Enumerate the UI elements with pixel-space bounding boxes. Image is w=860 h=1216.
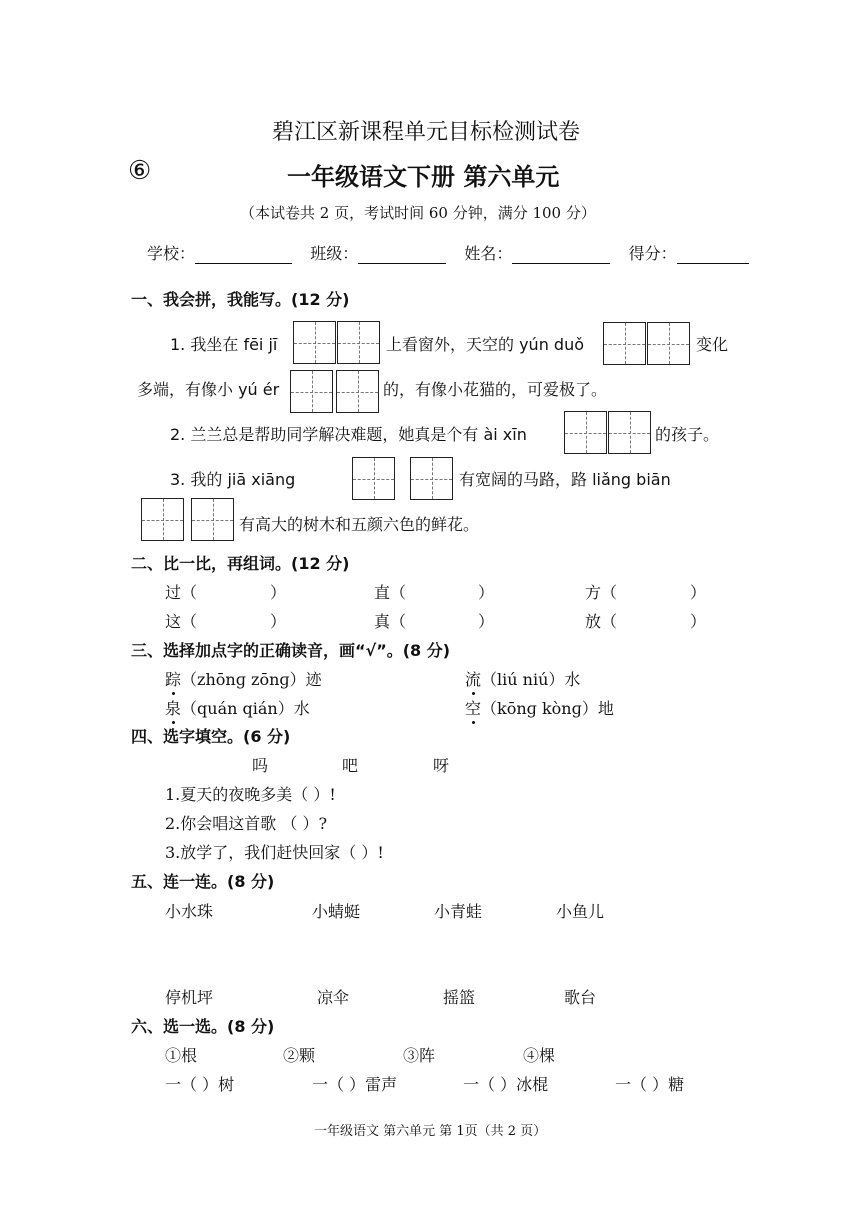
score-label: 得分：	[628, 244, 677, 263]
dotted-char: 空	[465, 696, 481, 719]
s2-cell: ）	[270, 583, 287, 602]
s2-cell: 这（	[165, 612, 198, 631]
s2-cell: 真（	[374, 612, 407, 631]
s5-top-word[interactable]: 小水珠	[165, 902, 214, 921]
s4-question[interactable]: 2.你会唱这首歌 （ ）?	[165, 814, 328, 833]
s4-option: 吧	[342, 756, 359, 775]
exam-note: （本试卷共 2 页，考试时间 60 分钟，满分 100 分）	[240, 204, 596, 222]
unit-number: ⑥	[128, 156, 152, 186]
s2-cell: ）	[270, 612, 287, 631]
writing-box[interactable]	[141, 498, 184, 541]
writing-box[interactable]	[352, 457, 395, 500]
writing-box[interactable]	[564, 411, 607, 454]
writing-box[interactable]	[293, 321, 336, 364]
s6-blank[interactable]: 一（ ）糖	[615, 1075, 685, 1094]
s3-pinyin-options[interactable]: （zhōnɡ zōnɡ）迹	[181, 670, 322, 689]
page-footer: 一年级语文 第六单元 第 1页（共 2 页）	[314, 1124, 547, 1139]
s2-cell: 方（	[585, 583, 618, 602]
section-3-heading: 三、选择加点字的正确读音，画“√”。(8 分)	[131, 641, 451, 660]
s5-top-word[interactable]: 小青蛙	[434, 902, 483, 921]
section-4-heading: 四、选字填空。(6 分)	[131, 727, 291, 746]
s2-cell: 直（	[374, 583, 407, 602]
s1-q1-text-b: 上看窗外，天空的 yún duǒ	[386, 335, 585, 354]
s2-cell: ）	[690, 612, 707, 631]
s2-cell: 过（	[165, 583, 198, 602]
student-info-row	[147, 241, 749, 264]
score-blank[interactable]	[677, 245, 749, 264]
exam-subtitle: 一年级语文下册 第六单元	[287, 163, 560, 191]
s2-cell: ）	[478, 583, 495, 602]
s3-pinyin-options[interactable]: （quán qián）水	[181, 699, 310, 718]
s3-item-3	[165, 696, 310, 719]
writing-box[interactable]	[410, 457, 453, 500]
s1-q1-text-c: 变化	[696, 335, 729, 354]
s3-pinyin-options[interactable]: （kōnɡ kònɡ）地	[481, 699, 614, 718]
s4-question[interactable]: 1.夏天的夜晚多美（ ）!	[165, 785, 336, 804]
s1-q1-text-e: 的，有像小花猫的，可爱极了。	[383, 380, 608, 399]
writing-box[interactable]	[337, 321, 380, 364]
section-6-heading: 六、选一选。(8 分)	[131, 1017, 275, 1036]
s1-q2-text-a: 2. 兰兰总是帮助同学解决难题，她真是个有 ài xīn	[170, 425, 527, 444]
s5-top-word[interactable]: 小蜻蜓	[312, 902, 361, 921]
section-2-heading: 二、比一比，再组词。(12 分)	[131, 554, 350, 573]
s3-item-2	[465, 667, 580, 690]
s3-pinyin-options[interactable]: （liú niú）水	[481, 670, 581, 689]
s4-option: 吗	[252, 756, 269, 775]
s6-option: ④棵	[523, 1046, 556, 1065]
dotted-char: 泉	[165, 696, 181, 719]
section-1-heading: 一、我会拼，我能写。(12 分)	[131, 290, 350, 309]
s1-q3-text-c: 有高大的树木和五颜六色的鲜花。	[239, 515, 480, 534]
school-label: 学校：	[147, 244, 196, 263]
s6-blank[interactable]: 一（ ）冰棍	[463, 1075, 549, 1094]
writing-box[interactable]	[647, 322, 690, 365]
s5-top-word[interactable]: 小鱼儿	[556, 902, 605, 921]
school-blank[interactable]	[195, 245, 292, 264]
s2-cell: ）	[690, 583, 707, 602]
s5-bottom-word[interactable]: 歌台	[564, 988, 597, 1007]
writing-box[interactable]	[603, 322, 646, 365]
writing-box[interactable]	[336, 370, 379, 413]
s1-q1-text-d: 多端，有像小 yú ér	[137, 380, 280, 399]
exam-title: 碧江区新课程单元目标检测试卷	[272, 120, 581, 145]
s3-item-1	[165, 667, 322, 690]
s2-cell: ）	[478, 612, 495, 631]
dotted-char: 流	[465, 667, 481, 690]
s5-bottom-word[interactable]: 凉伞	[317, 988, 350, 1007]
s5-bottom-word[interactable]: 摇篮	[443, 988, 476, 1007]
s6-blank[interactable]: 一（ ）雷声	[312, 1075, 398, 1094]
s5-bottom-word[interactable]: 停机坪	[165, 988, 214, 1007]
class-label: 班级：	[310, 244, 359, 263]
s4-question[interactable]: 3.放学了，我们赶快回家（ ）!	[165, 843, 384, 862]
writing-box[interactable]	[608, 411, 651, 454]
s4-option: 呀	[433, 756, 450, 775]
section-5-heading: 五、连一连。(8 分)	[131, 872, 275, 891]
s6-option: ③阵	[403, 1046, 436, 1065]
writing-box[interactable]	[290, 370, 333, 413]
s1-q1-text-a: 1. 我坐在 fēi jī	[170, 335, 278, 354]
s2-cell: 放（	[585, 612, 618, 631]
s1-q3-text-a: 3. 我的 jiā xiāng	[170, 470, 296, 489]
class-blank[interactable]	[358, 245, 446, 264]
s6-option: ②颗	[283, 1046, 316, 1065]
s1-q3-text-b: 有宽阔的马路，路 liǎng biān	[459, 470, 671, 489]
dotted-char: 踪	[165, 667, 181, 690]
s6-blank[interactable]: 一（ ）树	[165, 1075, 235, 1094]
s3-item-4	[465, 696, 614, 719]
writing-box[interactable]	[191, 498, 234, 541]
s1-q2-text-b: 的孩子。	[655, 425, 720, 444]
s6-option: ①根	[165, 1046, 198, 1065]
name-label: 姓名：	[464, 244, 513, 263]
name-blank[interactable]	[512, 245, 610, 264]
